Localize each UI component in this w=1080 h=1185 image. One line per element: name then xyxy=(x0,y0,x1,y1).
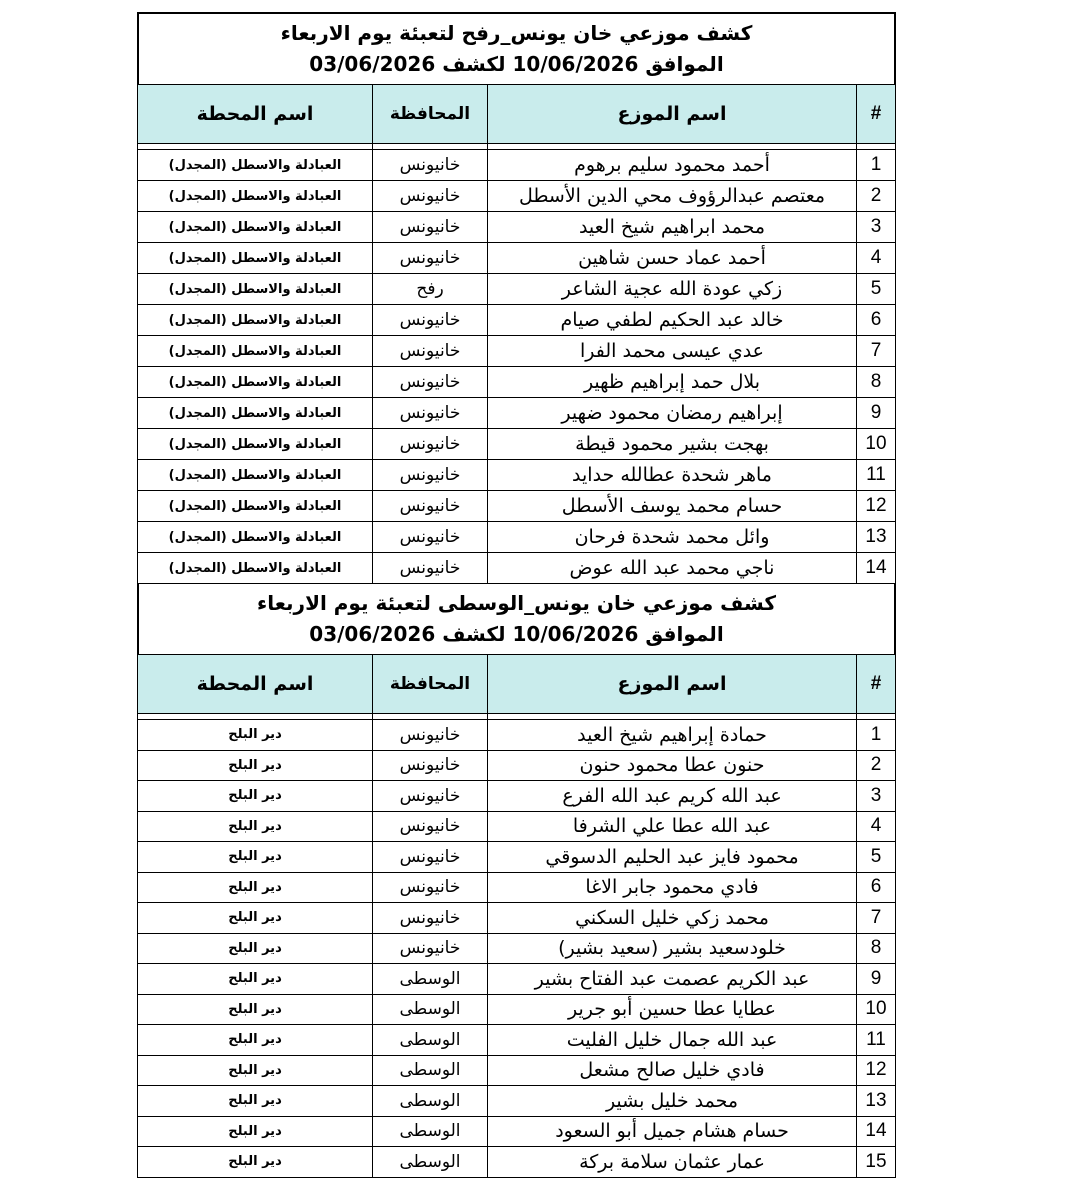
cell-num: 14 xyxy=(857,1116,896,1147)
cell-num: 9 xyxy=(857,964,896,995)
cell-name: ناجي محمد عبد الله عوض xyxy=(488,553,857,584)
table-row xyxy=(138,553,896,584)
cell-name: محمد ابراهيم شيخ العيد xyxy=(488,212,857,243)
distributors-sheet xyxy=(137,12,896,1178)
cell-gov: خانيونس xyxy=(373,522,488,553)
cell-name: حمادة إبراهيم شيخ العيد xyxy=(488,720,857,751)
cell-station: العبادلة والاسطل (المجدل) xyxy=(138,553,373,584)
cell-name: معتصم عبدالرؤوف محي الدين الأسطل xyxy=(488,181,857,212)
header-num: # xyxy=(857,655,896,714)
cell-name: أحمد محمود سليم برهوم xyxy=(488,150,857,181)
header-num: # xyxy=(857,85,896,144)
cell-num: 13 xyxy=(857,522,896,553)
cell-station: العبادلة والاسطل (المجدل) xyxy=(138,460,373,491)
cell-name: أحمد عماد حسن شاهين xyxy=(488,243,857,274)
cell-station: العبادلة والاسطل (المجدل) xyxy=(138,367,373,398)
cell-gov: خانيونس xyxy=(373,811,488,842)
header-gov: المحافظة xyxy=(373,655,488,714)
cell-station: دير البلح xyxy=(138,872,373,903)
table-row xyxy=(138,1055,896,1086)
cell-num: 10 xyxy=(857,994,896,1025)
cell-gov: خانيونس xyxy=(373,720,488,751)
cell-gov: خانيونس xyxy=(373,553,488,584)
cell-num: 11 xyxy=(857,460,896,491)
cell-gov: خانيونس xyxy=(373,460,488,491)
cell-station: العبادلة والاسطل (المجدل) xyxy=(138,336,373,367)
section2-title xyxy=(137,584,896,654)
cell-station: دير البلح xyxy=(138,781,373,812)
cell-num: 7 xyxy=(857,336,896,367)
cell-gov: خانيونس xyxy=(373,781,488,812)
section1-title-line2: الموافق 10/06/2026 لكشف 03/06/2026 xyxy=(309,52,724,76)
cell-station: العبادلة والاسطل (المجدل) xyxy=(138,305,373,336)
cell-name: محمود فايز عبد الحليم الدسوقي xyxy=(488,842,857,873)
cell-num: 8 xyxy=(857,367,896,398)
header-gov: المحافظة xyxy=(373,85,488,144)
cell-station: دير البلح xyxy=(138,1086,373,1117)
table-row xyxy=(138,811,896,842)
table-row xyxy=(138,181,896,212)
section2-header-row xyxy=(138,655,896,714)
cell-name: عبد الكريم عصمت عبد الفتاح بشير xyxy=(488,964,857,995)
cell-station: دير البلح xyxy=(138,994,373,1025)
cell-name: عمار عثمان سلامة بركة xyxy=(488,1147,857,1178)
section1-body xyxy=(138,144,896,584)
cell-station: العبادلة والاسطل (المجدل) xyxy=(138,429,373,460)
cell-name: عدي عيسى محمد الفرا xyxy=(488,336,857,367)
cell-gov: خانيونس xyxy=(373,243,488,274)
table-row xyxy=(138,872,896,903)
cell-station: العبادلة والاسطل (المجدل) xyxy=(138,150,373,181)
cell-gov: خانيونس xyxy=(373,750,488,781)
cell-name: إبراهيم رمضان محمود ضهير xyxy=(488,398,857,429)
cell-num: 5 xyxy=(857,274,896,305)
cell-station: العبادلة والاسطل (المجدل) xyxy=(138,274,373,305)
section1-table xyxy=(137,84,896,584)
header-name: اسم الموزع xyxy=(488,85,857,144)
cell-name: ماهر شحدة عطالله حدايد xyxy=(488,460,857,491)
table-row xyxy=(138,1116,896,1147)
cell-gov: الوسطى xyxy=(373,1147,488,1178)
cell-num: 1 xyxy=(857,720,896,751)
cell-station: العبادلة والاسطل (المجدل) xyxy=(138,398,373,429)
cell-gov: خانيونس xyxy=(373,491,488,522)
cell-name: وائل محمد شحدة فرحان xyxy=(488,522,857,553)
cell-station: دير البلح xyxy=(138,1025,373,1056)
cell-name: فادي محمود جابر الاغا xyxy=(488,872,857,903)
cell-station: دير البلح xyxy=(138,1116,373,1147)
cell-station: العبادلة والاسطل (المجدل) xyxy=(138,212,373,243)
cell-num: 14 xyxy=(857,553,896,584)
table-row xyxy=(138,522,896,553)
cell-gov: خانيونس xyxy=(373,872,488,903)
table-row xyxy=(138,367,896,398)
cell-num: 12 xyxy=(857,1055,896,1086)
table-row xyxy=(138,150,896,181)
table-row xyxy=(138,903,896,934)
section1-header-row xyxy=(138,85,896,144)
cell-gov: خانيونس xyxy=(373,398,488,429)
cell-name: بهجت بشير محمود قيطة xyxy=(488,429,857,460)
cell-num: 5 xyxy=(857,842,896,873)
cell-name: حسام محمد يوسف الأسطل xyxy=(488,491,857,522)
cell-gov: الوسطى xyxy=(373,1025,488,1056)
cell-gov: خانيونس xyxy=(373,429,488,460)
cell-num: 6 xyxy=(857,872,896,903)
table-row xyxy=(138,994,896,1025)
cell-station: العبادلة والاسطل (المجدل) xyxy=(138,491,373,522)
cell-num: 3 xyxy=(857,781,896,812)
table-row xyxy=(138,460,896,491)
cell-gov: الوسطى xyxy=(373,964,488,995)
table-row xyxy=(138,1147,896,1178)
cell-num: 13 xyxy=(857,1086,896,1117)
cell-station: دير البلح xyxy=(138,1055,373,1086)
cell-gov: خانيونس xyxy=(373,150,488,181)
cell-gov: الوسطى xyxy=(373,1116,488,1147)
table-row xyxy=(138,781,896,812)
cell-num: 12 xyxy=(857,491,896,522)
header-name: اسم الموزع xyxy=(488,655,857,714)
cell-name: زكي عودة الله عجية الشاعر xyxy=(488,274,857,305)
cell-num: 3 xyxy=(857,212,896,243)
cell-station: العبادلة والاسطل (المجدل) xyxy=(138,181,373,212)
cell-name: محمد زكي خليل السكني xyxy=(488,903,857,934)
cell-station: دير البلح xyxy=(138,903,373,934)
cell-gov: خانيونس xyxy=(373,903,488,934)
cell-station: دير البلح xyxy=(138,964,373,995)
section1-title xyxy=(137,12,896,84)
cell-name: حنون عطا محمود حنون xyxy=(488,750,857,781)
cell-name: محمد خليل بشير xyxy=(488,1086,857,1117)
cell-gov: خانيونس xyxy=(373,305,488,336)
cell-num: 6 xyxy=(857,305,896,336)
cell-name: عطايا عطا حسين أبو جرير xyxy=(488,994,857,1025)
cell-name: عبد الله كريم عبد الله الفرع xyxy=(488,781,857,812)
cell-name: عبد الله عطا علي الشرفا xyxy=(488,811,857,842)
cell-gov: الوسطى xyxy=(373,994,488,1025)
cell-gov: الوسطى xyxy=(373,1086,488,1117)
cell-name: خلودسعيد بشير (سعيد بشير) xyxy=(488,933,857,964)
section2-title-line1: كشف موزعي خان يونس_الوسطى لتعبئة يوم الاربعاء xyxy=(257,591,776,615)
cell-station: دير البلح xyxy=(138,811,373,842)
table-row xyxy=(138,243,896,274)
cell-num: 1 xyxy=(857,150,896,181)
cell-num: 8 xyxy=(857,933,896,964)
table-row xyxy=(138,491,896,522)
cell-num: 4 xyxy=(857,811,896,842)
section2-title-line2: الموافق 10/06/2026 لكشف 03/06/2026 xyxy=(309,622,724,646)
cell-name: حسام هشام جميل أبو السعود xyxy=(488,1116,857,1147)
cell-station: دير البلح xyxy=(138,750,373,781)
cell-station: دير البلح xyxy=(138,720,373,751)
cell-gov: خانيونس xyxy=(373,212,488,243)
cell-name: عبد الله جمال خليل الفليت xyxy=(488,1025,857,1056)
table-row xyxy=(138,274,896,305)
cell-num: 4 xyxy=(857,243,896,274)
cell-station: العبادلة والاسطل (المجدل) xyxy=(138,522,373,553)
cell-gov: خانيونس xyxy=(373,842,488,873)
cell-name: خالد عبد الحكيم لطفي صيام xyxy=(488,305,857,336)
cell-num: 15 xyxy=(857,1147,896,1178)
cell-gov: خانيونس xyxy=(373,181,488,212)
cell-gov: الوسطى xyxy=(373,1055,488,1086)
cell-name: بلال حمد إبراهيم ظهير xyxy=(488,367,857,398)
cell-station: دير البلح xyxy=(138,842,373,873)
table-row xyxy=(138,398,896,429)
table-row xyxy=(138,750,896,781)
cell-num: 7 xyxy=(857,903,896,934)
table-row xyxy=(138,305,896,336)
table-row xyxy=(138,336,896,367)
cell-num: 11 xyxy=(857,1025,896,1056)
cell-name: فادي خليل صالح مشعل xyxy=(488,1055,857,1086)
cell-station: دير البلح xyxy=(138,1147,373,1178)
cell-gov: خانيونس xyxy=(373,933,488,964)
cell-num: 10 xyxy=(857,429,896,460)
header-station: اسم المحطة xyxy=(138,85,373,144)
section1-title-line1: كشف موزعي خان يونس_رفح لتعبئة يوم الاربعاء xyxy=(280,21,753,45)
cell-gov: خانيونس xyxy=(373,336,488,367)
cell-gov: خانيونس xyxy=(373,367,488,398)
cell-num: 2 xyxy=(857,181,896,212)
section2-table xyxy=(137,654,896,1178)
cell-num: 2 xyxy=(857,750,896,781)
table-row xyxy=(138,964,896,995)
table-row xyxy=(138,1086,896,1117)
cell-num: 9 xyxy=(857,398,896,429)
table-row xyxy=(138,429,896,460)
cell-station: العبادلة والاسطل (المجدل) xyxy=(138,243,373,274)
table-row xyxy=(138,1025,896,1056)
table-row xyxy=(138,933,896,964)
section2-body xyxy=(138,714,896,1178)
cell-station: دير البلح xyxy=(138,933,373,964)
cell-gov: رفح xyxy=(373,274,488,305)
header-station: اسم المحطة xyxy=(138,655,373,714)
table-row xyxy=(138,842,896,873)
table-row xyxy=(138,212,896,243)
table-row xyxy=(138,720,896,751)
